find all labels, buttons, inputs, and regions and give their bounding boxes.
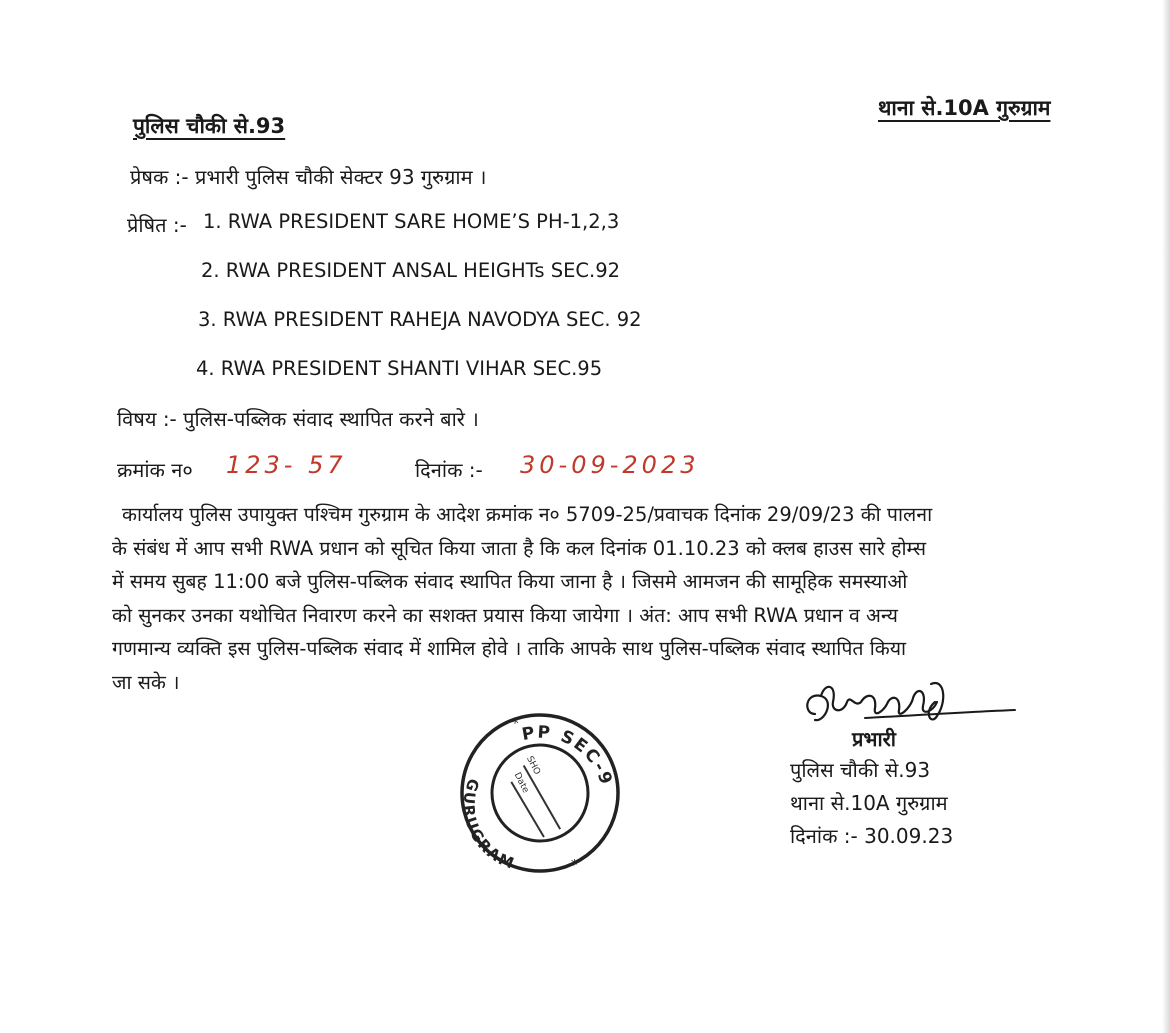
signature-line: थाना से.10A गुरुग्राम: [790, 791, 948, 815]
signature-line: दिनांक :- 30.09.23: [790, 824, 954, 848]
recipient-item: 3. RWA PRESIDENT RAHEJA NAVODYA SEC. 92: [198, 308, 642, 331]
body-line: को सुनकर उनका यथोचित निवारण करने का सशक्त प्रयास किया जायेगा । अंत: आप सभी RWA प्रधान व अन्य: [112, 603, 898, 627]
handwritten-signature: [795, 672, 1025, 742]
reference-date-handwritten: 30-09-2023: [520, 451, 700, 479]
left-header-title: पुलिस चौकी से.93: [133, 114, 286, 138]
official-round-stamp: [450, 708, 630, 878]
body-line: में समय सुबह 11:00 बजे पुलिस-पब्लिक संवाद स्थापित किया जाना है । जिसमे आमजन की सामूहिक समस्याओ: [112, 570, 908, 593]
signature-line: पुलिस चौकी से.93: [790, 758, 931, 782]
scan-edge-shadow: [1162, 0, 1170, 1033]
stamp-inner-text: SHO: [524, 754, 542, 777]
subject-line: विषय :- पुलिस-पब्लिक संवाद स्थापित करने बारे ।: [117, 407, 479, 431]
svg-text:*: *: [510, 715, 520, 733]
reference-number-handwritten: 123- 57: [226, 451, 347, 479]
body-line: जा सके ।: [112, 670, 180, 694]
reference-number-label: क्रमांक न०: [117, 458, 193, 482]
right-header-title: थाना से.10A गुरुग्राम: [878, 96, 1051, 120]
sender-line: प्रेषक :- प्रभारी पुलिस चौकी सेक्टर 93 गुरुग्राम ।: [130, 165, 487, 189]
recipients-label: प्रेषित :-: [127, 213, 187, 237]
stamp-inner-text: Date: [511, 771, 531, 795]
signature-block: [790, 754, 953, 853]
body-line: के संबंध में आप सभी RWA प्रधान को सूचित किया जाता है कि कल दिनांक 01.10.23 को क्लब हाउस सारे होम्स: [112, 536, 927, 560]
recipient-item: 1. RWA PRESIDENT SARE HOME’S PH-1,2,3: [203, 210, 620, 233]
body-line: गणमान्य व्यक्ति इस पुलिस-पब्लिक संवाद में शामिल होवे । ताकि आपके साथ पुलिस-पब्लिक संवाद स्थापित किया: [112, 637, 907, 660]
body-line: कार्यालय पुलिस उपायुक्त पश्चिम गुरुग्राम के आदेश क्रमांक न० 5709-25/प्रवाचक दिनांक 29/09/23 की पालना: [122, 503, 933, 526]
stamp-bottom-text: GURUGRAM: [459, 776, 519, 874]
recipient-item: 4. RWA PRESIDENT SHANTI VIHAR SEC.95: [196, 357, 603, 380]
stamp-top-text: PP SEC-93: [520, 722, 617, 789]
signature-designation: प्रभारी: [852, 727, 896, 751]
reference-date-label: दिनांक :-: [415, 458, 483, 482]
svg-text:*: *: [569, 856, 579, 874]
recipient-item: 2. RWA PRESIDENT ANSAL HEIGHTs SEC.92: [201, 259, 621, 282]
letter-body: [112, 498, 1122, 699]
